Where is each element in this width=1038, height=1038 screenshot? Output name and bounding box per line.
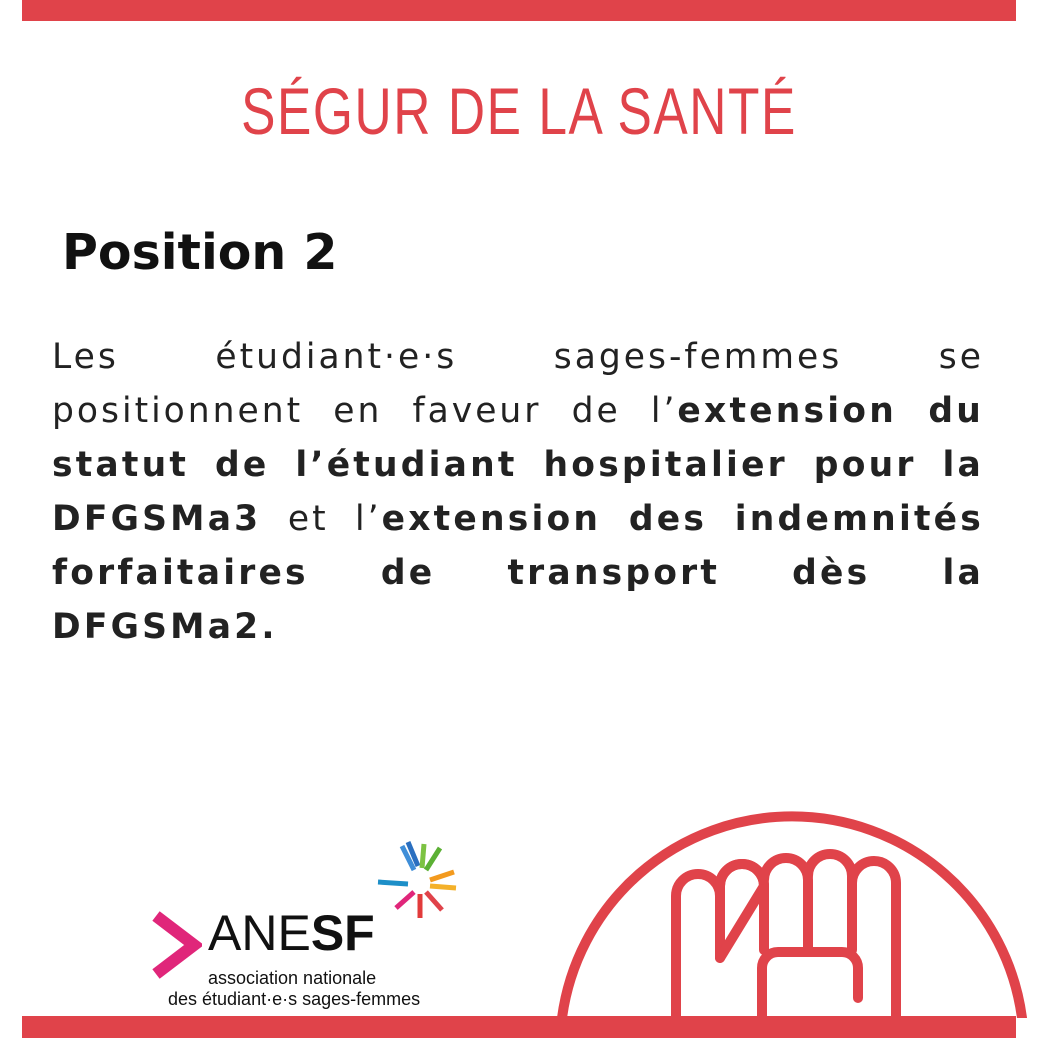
- statement-bold-1: extension du statut de l’étudiant hospitalier pour la DFGSMa3: [52, 391, 984, 539]
- anesf-logo-name: [208, 905, 375, 961]
- fist-icon: [556, 768, 1028, 1018]
- anesf-logo-burst-icon: [372, 838, 462, 928]
- page-title: SÉGUR DE LA SANTÉ: [241, 74, 797, 148]
- anesf-logo: [150, 838, 470, 1018]
- anesf-name-bold: SF: [310, 905, 375, 961]
- position-heading: Position 2: [62, 224, 338, 281]
- statement-text-2: et l’: [261, 499, 382, 539]
- statement-bold-2: extension des indemnités forfaitaires de transport dès la DFGSMa2.: [52, 499, 984, 647]
- anesf-tagline-1: association nationale: [208, 968, 377, 988]
- bottom-accent-bar: [22, 1016, 1016, 1038]
- anesf-tagline-2: des étudiant·e·s sages-femmes: [168, 989, 421, 1009]
- anesf-name-light: ANE: [208, 905, 311, 961]
- top-accent-bar: [22, 0, 1016, 21]
- anesf-logo-arrow-icon: [150, 910, 202, 980]
- position-statement: [52, 330, 984, 654]
- statement-text-1: Les étudiant·e·s sages-femmes se positionnent en faveur de l’: [52, 337, 984, 431]
